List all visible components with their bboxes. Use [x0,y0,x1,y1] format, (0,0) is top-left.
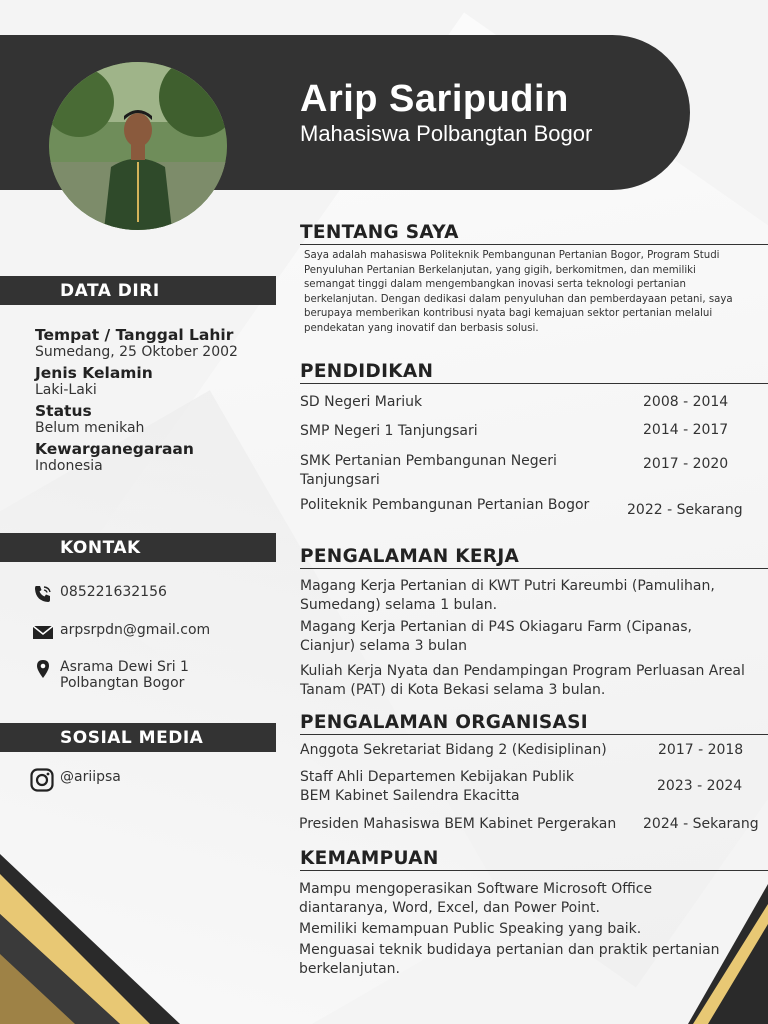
education-school: SD Negeri Mariuk [300,394,423,410]
skill-item: Memiliki kemampuan Public Speaking yang baik. [299,921,642,937]
corner-decoration-left [0,854,180,1024]
contact-phone [32,584,167,604]
skill-item: Mampu mengoperasikan Software Microsoft Office diantaranya, Word, Excel, dan Power Point. [299,881,653,916]
education-years: 2017 - 2020 [643,456,729,472]
kontak-title: KONTAK [60,537,141,558]
person-name: Arip Saripudin [300,78,569,120]
skill-item: Menguasai teknik budidaya pertanian dan praktik pertanian berkelanjutan. [299,942,720,977]
status-value: Belum menikah [35,420,145,436]
contact-address [32,659,189,691]
education-school: SMK Pertanian Pembangunan Negeri Tanjungsari [300,453,557,488]
organization-role: Anggota Sekretariat Bidang 2 (Kedisiplinan) [300,742,607,758]
contact-email [32,622,210,642]
work-item: Kuliah Kerja Nyata dan Pendampingan Program Perluasan Areal Tanam (PAT) di Kota Bekasi selama 3 bulan. [300,663,745,698]
email-icon [32,622,54,642]
education-years: 2022 - Sekarang [627,502,743,518]
education-years: 2014 - 2017 [643,422,729,438]
email-value: arpsrpdn@gmail.com [60,622,211,638]
sosial-media-title: SOSIAL MEDIA [60,727,204,748]
kontak-header [0,533,276,562]
organization-role: Presiden Mahasiswa BEM Kabinet Pergerakan [299,816,617,832]
gender-value: Laki-Laki [35,382,97,398]
profile-photo [49,62,227,230]
birth-label: Tempat / Tanggal Lahir [35,326,234,344]
person-subtitle: Mahasiswa Polbangtan Bogor [300,121,593,146]
education-school: Politeknik Pembangunan Pertanian Bogor [300,497,590,513]
nationality-label: Kewarganegaraan [35,440,194,458]
status-label: Status [35,402,92,420]
instagram-handle: @ariipsa [60,769,121,785]
work-title: PENGALAMAN KERJA [300,546,768,569]
work-item: Magang Kerja Pertanian di P4S Okiagaru Farm (Cipanas, Cianjur) selama 3 bulan [300,619,692,654]
data-diri-title: DATA DIRI [60,280,160,301]
address-line2: Polbangtan Bogor [60,675,185,691]
about-text: Saya adalah mahasiswa Politeknik Pembangunan Pertanian Bogor, Program Studi Penyuluhan Pertanian Berkelanjutan, yang gigih, berkomitmen, dan memiliki semangat tinggi dalam mengembangkan inovasi serta teknologi pertanian berkelanjutan. Dengan dedikasi dalam penyuluhan dan pemberdayaan petani, saya berupaya memberikan kontribusi nyata bagi kemajuan sektor pertanian melalui pendekatan yang inovatif dan berbasis solusi. [304,250,733,334]
birth-value: Sumedang, 25 Oktober 2002 [35,344,238,360]
gender-label: Jenis Kelamin [35,364,153,382]
work-item: Magang Kerja Pertanian di KWT Putri Kareumbi (Pamulihan, Sumedang) selama 1 bulan. [300,578,715,613]
phone-value: 085221632156 [60,584,167,600]
organization-years: 2023 - 2024 [657,778,743,794]
instagram-icon [30,768,54,792]
phone-icon [32,584,54,604]
contact-instagram [30,768,121,792]
organization-role: Staff Ahli Departemen Kebijakan Publik BEM Kabinet Sailendra Ekacitta [300,769,574,804]
personal-info [35,322,275,476]
organization-years: 2017 - 2018 [658,742,744,758]
sosial-media-header [0,723,276,752]
address-line1: Asrama Dewi Sri 1 [60,659,189,675]
organization-title: PENGALAMAN ORGANISASI [300,712,768,735]
skills-title: KEMAMPUAN [300,848,768,871]
about-title: TENTANG SAYA [300,222,768,245]
education-years: 2008 - 2014 [643,394,729,410]
education-school: SMP Negeri 1 Tanjungsari [300,423,478,439]
data-diri-header [0,276,276,305]
organization-years: 2024 - Sekarang [643,816,759,832]
location-icon [32,659,54,679]
education-title: PENDIDIKAN [300,361,768,384]
nationality-value: Indonesia [35,458,103,474]
